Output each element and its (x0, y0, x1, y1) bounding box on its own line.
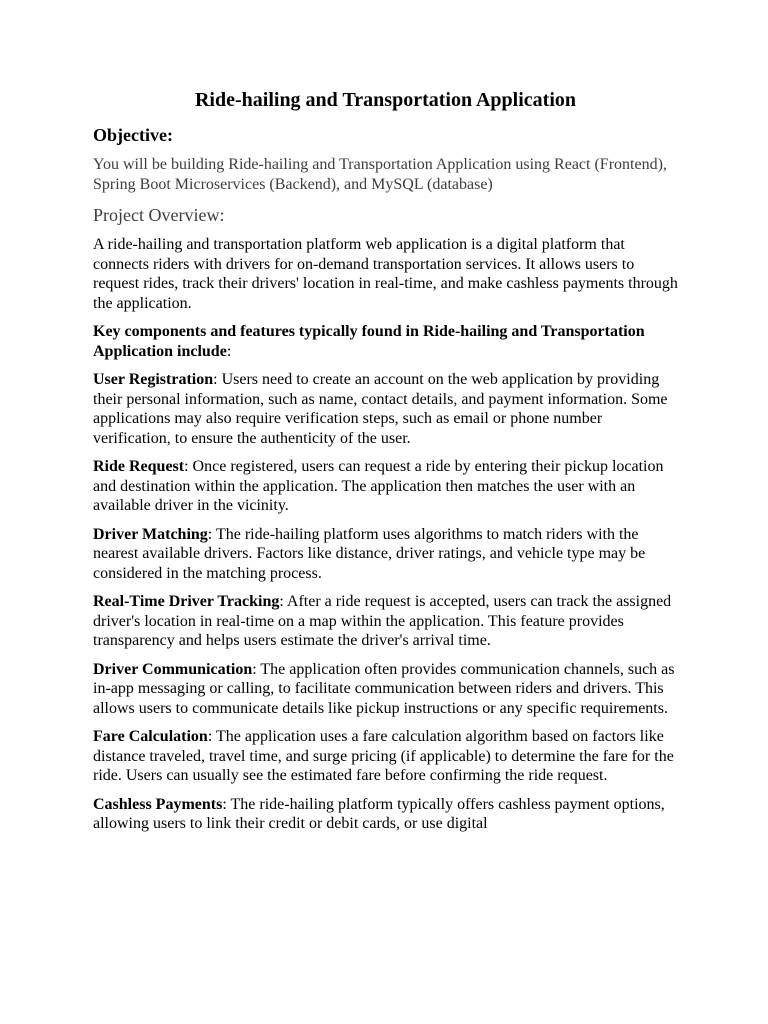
feature-real-time-driver-tracking (93, 592, 678, 651)
feature-description: : After a ride request is accepted, users can track the assigned driver's location in real-time on a map within the application. This feature provides transparency and helps users estimate the driver's arrival time. (93, 593, 672, 649)
feature-term: Driver Communication (93, 660, 253, 678)
key-components-heading-text: Key components and features typically found in Ride-hailing and Transportation Application include (93, 323, 645, 360)
feature-cashless-payments (93, 795, 678, 834)
feature-driver-matching (93, 525, 678, 584)
project-overview-text: A ride-hailing and transportation platform web application is a digital platform that connects riders with drivers for on-demand transportation services. It allows users to request rides, track their drivers' location in real-time, and make cashless payments through the application. (93, 236, 678, 312)
key-components-colon: : (226, 342, 232, 360)
feature-ride-request (93, 457, 678, 516)
objective-heading: Objective: (93, 125, 173, 145)
feature-term: Fare Calculation (93, 728, 208, 745)
feature-term: Cashless Payments (93, 795, 223, 813)
feature-driver-communication (93, 660, 678, 719)
document-title: Ride-hailing and Transportation Application (194, 89, 576, 111)
key-components-heading (93, 322, 678, 361)
feature-description: : Once registered, users can request a ride by entering their pickup location and destination within the application. The application then matches the user with an available driver in the vicinity. (93, 458, 664, 514)
feature-description: : The ride-hailing platform typically offers cashless payment options, allowing users to link their credit or debit cards, or use digital (93, 795, 665, 832)
feature-description: : The application uses a fare calculation algorithm based on factors like distance traveled, travel time, and surge pricing (if applicable) to determine the fare for the ride. Users can usually see the estimated fare before confirming the ride request. (93, 728, 674, 784)
feature-term: User Registration (93, 371, 214, 388)
feature-term: Driver Matching (93, 525, 208, 543)
feature-description: : The application often provides communication channels, such as in-app messaging or calling, to facilitate communication between riders and drivers. This allows users to communicate details like pickup instructions or any specific requirements. (93, 660, 675, 717)
feature-term: Real-Time Driver Tracking (93, 593, 280, 610)
feature-fare-calculation (93, 727, 678, 786)
feature-term: Ride Request (93, 458, 185, 475)
feature-user-registration (93, 370, 678, 448)
feature-description: : Users need to create an account on the web application by providing their personal information, such as name, contact details, and payment information. Some applications may also require verification steps, such as email or phone number verification, to ensure the authenticity of the user. (93, 371, 668, 447)
feature-description: : The ride-hailing platform uses algorithms to match riders with the nearest available drivers. Factors like distance, driver ratings, and vehicle type may be considered in the matching process. (93, 525, 646, 582)
objective-text: You will be building Ride-hailing and Transportation Application using React (Frontend), Spring Boot Microservices (Backend), and MySQL (database) (93, 156, 667, 193)
project-overview-heading: Project Overview: (93, 205, 225, 225)
